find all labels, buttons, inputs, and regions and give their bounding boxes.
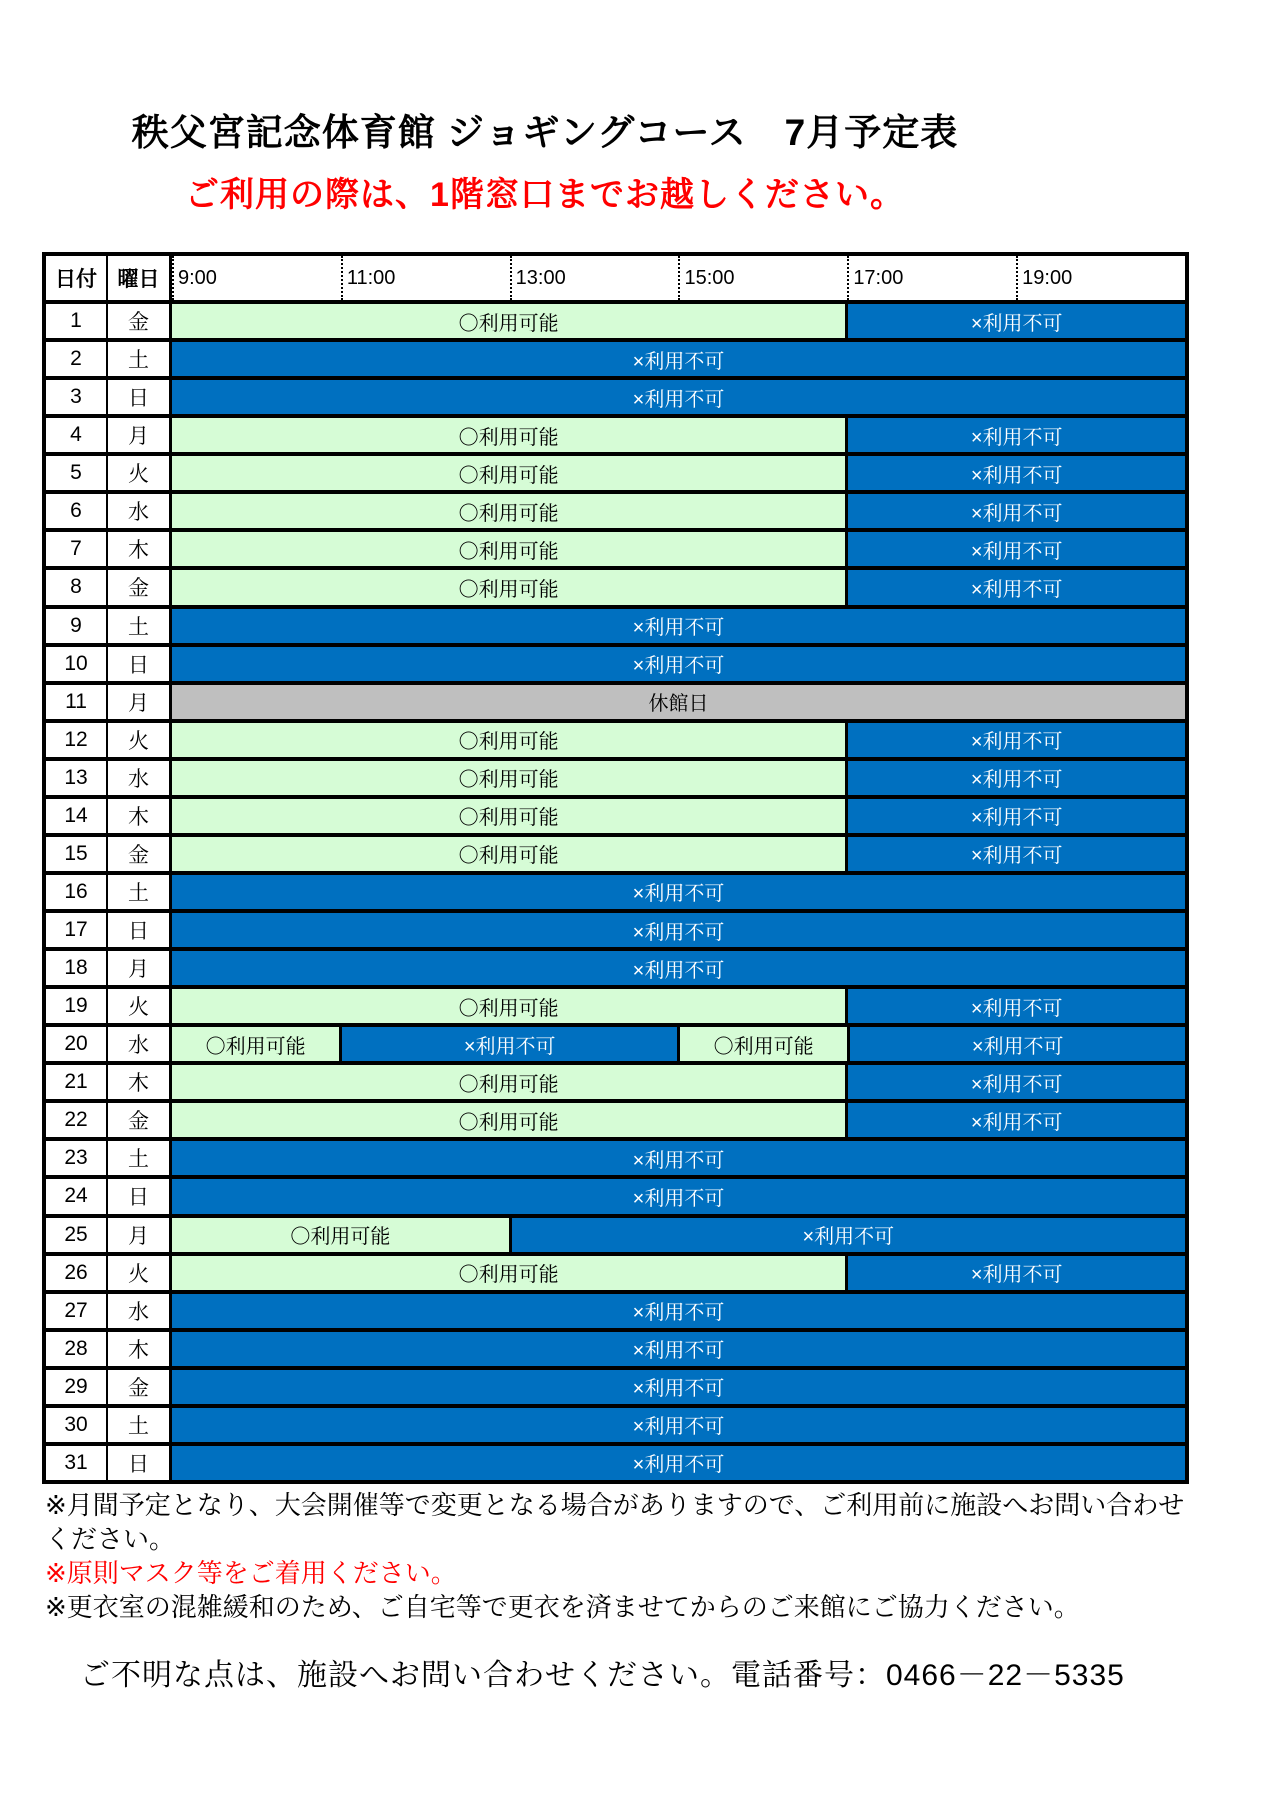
row-timeline — [172, 494, 1185, 528]
segment-avail: 〇利用可能 — [172, 1218, 509, 1252]
date-cell: 12 — [46, 723, 108, 757]
schedule-row — [46, 1099, 1185, 1137]
schedule-row — [46, 719, 1185, 757]
row-timeline — [172, 1446, 1185, 1480]
segment-avail: 〇利用可能 — [172, 1065, 845, 1099]
schedule-row — [46, 757, 1185, 795]
segment-unavail: ×利用不可 — [845, 532, 1185, 566]
segment-avail: 〇利用可能 — [172, 1256, 845, 1290]
schedule-row — [46, 1175, 1185, 1213]
weekday-cell: 金 — [108, 1370, 172, 1404]
date-cell: 20 — [46, 1027, 108, 1061]
schedule-row — [46, 833, 1185, 871]
weekday-cell: 土 — [108, 875, 172, 909]
weekday-cell: 金 — [108, 570, 172, 604]
schedule-row — [46, 643, 1185, 681]
row-timeline — [172, 418, 1185, 452]
date-cell: 13 — [46, 761, 108, 795]
weekday-cell: 月 — [108, 685, 172, 719]
schedule-row — [46, 795, 1185, 833]
weekday-cell: 金 — [108, 837, 172, 871]
date-cell: 15 — [46, 837, 108, 871]
row-timeline — [172, 1103, 1185, 1137]
row-timeline — [172, 1294, 1185, 1328]
segment-unavail: ×利用不可 — [172, 951, 1185, 985]
segment-unavail: ×利用不可 — [172, 380, 1185, 414]
segment-avail: 〇利用可能 — [172, 456, 845, 490]
schedule-row — [46, 300, 1185, 338]
date-cell: 10 — [46, 647, 108, 681]
schedule-row — [46, 490, 1185, 528]
table-header-row — [46, 256, 1185, 300]
schedule-row — [46, 376, 1185, 414]
segment-avail: 〇利用可能 — [172, 494, 845, 528]
weekday-cell: 日 — [108, 647, 172, 681]
schedule-table — [42, 252, 1189, 1484]
segment-unavail: ×利用不可 — [172, 342, 1185, 376]
row-timeline — [172, 913, 1185, 947]
segment-avail: 〇利用可能 — [172, 418, 845, 452]
weekday-cell: 土 — [108, 1408, 172, 1442]
schedule-row — [46, 338, 1185, 376]
time-label: 15:00 — [678, 256, 847, 300]
date-cell: 6 — [46, 494, 108, 528]
segment-unavail: ×利用不可 — [172, 1294, 1185, 1328]
weekday-cell: 土 — [108, 342, 172, 376]
row-timeline — [172, 609, 1185, 643]
date-cell: 25 — [46, 1218, 108, 1252]
row-timeline — [172, 342, 1185, 376]
date-cell: 4 — [46, 418, 108, 452]
weekday-cell: 火 — [108, 456, 172, 490]
segment-unavail: ×利用不可 — [172, 1141, 1185, 1175]
segment-avail: 〇利用可能 — [172, 761, 845, 795]
weekday-cell: 水 — [108, 1294, 172, 1328]
segment-unavail: ×利用不可 — [172, 609, 1185, 643]
date-cell: 29 — [46, 1370, 108, 1404]
date-cell: 7 — [46, 532, 108, 566]
schedule-row — [46, 1366, 1185, 1404]
schedule-row — [46, 1214, 1185, 1252]
contact-line: ご不明な点は、施設へお問い合わせください。電話番号：0466－22－5335 — [80, 1659, 1125, 1692]
segment-unavail: ×利用不可 — [847, 1027, 1185, 1061]
date-cell: 3 — [46, 380, 108, 414]
row-timeline — [172, 1065, 1185, 1099]
row-timeline — [172, 723, 1185, 757]
schedule-row — [46, 528, 1185, 566]
schedule-row — [46, 1023, 1185, 1061]
schedule-row — [46, 1061, 1185, 1099]
date-cell: 2 — [46, 342, 108, 376]
row-timeline — [172, 1408, 1185, 1442]
segment-unavail: ×利用不可 — [172, 1179, 1185, 1213]
row-timeline — [172, 1332, 1185, 1366]
segment-unavail: ×利用不可 — [845, 1103, 1185, 1137]
segment-avail: 〇利用可能 — [172, 1103, 845, 1137]
note-line: ※更衣室の混雑緩和のため、ご自宅等で更衣を済ませてからのご来館にご協力ください。 — [45, 1592, 1080, 1622]
segment-unavail: ×利用不可 — [172, 1370, 1185, 1404]
date-cell: 28 — [46, 1332, 108, 1366]
date-cell: 30 — [46, 1408, 108, 1442]
weekday-header-cell: 曜日 — [108, 256, 172, 300]
date-cell: 23 — [46, 1141, 108, 1175]
segment-avail: 〇利用可能 — [172, 837, 845, 871]
time-label: 17:00 — [847, 256, 1016, 300]
date-cell: 8 — [46, 570, 108, 604]
weekday-cell: 火 — [108, 723, 172, 757]
date-cell: 27 — [46, 1294, 108, 1328]
weekday-cell: 月 — [108, 1218, 172, 1252]
weekday-cell: 火 — [108, 989, 172, 1023]
segment-avail: 〇利用可能 — [172, 989, 845, 1023]
weekday-cell: 土 — [108, 609, 172, 643]
row-timeline — [172, 875, 1185, 909]
segment-unavail: ×利用不可 — [172, 1332, 1185, 1366]
schedule-row — [46, 1328, 1185, 1366]
weekday-cell: 日 — [108, 1446, 172, 1480]
segment-avail: 〇利用可能 — [172, 1027, 339, 1061]
date-header-cell: 日付 — [46, 256, 108, 300]
schedule-row — [46, 947, 1185, 985]
note-line: ※月間予定となり、大会開催等で変更となる場合がありますので、ご利用前に施設へお問い合わせください。 — [45, 1490, 1185, 1554]
time-header — [172, 256, 1185, 300]
weekday-cell: 月 — [108, 418, 172, 452]
row-timeline — [172, 1370, 1185, 1404]
page-title: 秩父宮記念体育館 ジョギングコース 7月予定表 — [131, 112, 959, 153]
note-line: ※原則マスク等をご着用ください。 — [45, 1558, 457, 1588]
date-cell: 17 — [46, 913, 108, 947]
date-cell: 21 — [46, 1065, 108, 1099]
weekday-cell: 水 — [108, 761, 172, 795]
segment-unavail: ×利用不可 — [845, 418, 1185, 452]
weekday-cell: 水 — [108, 1027, 172, 1061]
row-timeline — [172, 837, 1185, 871]
schedule-row — [46, 681, 1185, 719]
segment-unavail: ×利用不可 — [845, 1256, 1185, 1290]
time-label: 13:00 — [510, 256, 679, 300]
row-timeline — [172, 304, 1185, 338]
date-cell: 24 — [46, 1179, 108, 1213]
weekday-cell: 日 — [108, 380, 172, 414]
segment-unavail: ×利用不可 — [845, 1065, 1185, 1099]
weekday-cell: 火 — [108, 1256, 172, 1290]
date-cell: 31 — [46, 1446, 108, 1480]
date-cell: 22 — [46, 1103, 108, 1137]
segment-unavail: ×利用不可 — [845, 304, 1185, 338]
row-timeline — [172, 1218, 1185, 1252]
date-cell: 19 — [46, 989, 108, 1023]
date-cell: 5 — [46, 456, 108, 490]
weekday-cell: 水 — [108, 494, 172, 528]
segment-unavail: ×利用不可 — [845, 456, 1185, 490]
row-timeline — [172, 456, 1185, 490]
date-cell: 14 — [46, 799, 108, 833]
weekday-cell: 木 — [108, 799, 172, 833]
segment-unavail: ×利用不可 — [845, 723, 1185, 757]
weekday-cell: 月 — [108, 951, 172, 985]
time-label: 11:00 — [341, 256, 510, 300]
row-timeline — [172, 1141, 1185, 1175]
schedule-row — [46, 414, 1185, 452]
schedule-row — [46, 605, 1185, 643]
row-timeline — [172, 570, 1185, 604]
segment-avail: 〇利用可能 — [172, 532, 845, 566]
row-timeline — [172, 799, 1185, 833]
time-label: 9:00 — [172, 256, 341, 300]
schedule-row — [46, 1137, 1185, 1175]
schedule-row — [46, 1442, 1185, 1480]
date-cell: 16 — [46, 875, 108, 909]
segment-avail: 〇利用可能 — [172, 799, 845, 833]
weekday-cell: 木 — [108, 532, 172, 566]
date-cell: 11 — [46, 685, 108, 719]
segment-unavail: ×利用不可 — [339, 1027, 677, 1061]
row-timeline — [172, 1027, 1185, 1061]
segment-unavail: ×利用不可 — [172, 647, 1185, 681]
row-timeline — [172, 532, 1185, 566]
schedule-row — [46, 909, 1185, 947]
schedule-row — [46, 1290, 1185, 1328]
schedule-row — [46, 452, 1185, 490]
row-timeline — [172, 989, 1185, 1023]
date-cell: 1 — [46, 304, 108, 338]
schedule-row — [46, 1252, 1185, 1290]
segment-unavail: ×利用不可 — [172, 913, 1185, 947]
segment-avail: 〇利用可能 — [172, 723, 845, 757]
segment-unavail: ×利用不可 — [845, 799, 1185, 833]
row-timeline — [172, 1256, 1185, 1290]
segment-unavail: ×利用不可 — [509, 1218, 1185, 1252]
weekday-cell: 金 — [108, 1103, 172, 1137]
time-label: 19:00 — [1016, 256, 1185, 300]
row-timeline — [172, 761, 1185, 795]
segment-unavail: ×利用不可 — [845, 494, 1185, 528]
segment-unavail: ×利用不可 — [172, 875, 1185, 909]
weekday-cell: 金 — [108, 304, 172, 338]
segment-closed: 休館日 — [172, 685, 1185, 719]
date-cell: 18 — [46, 951, 108, 985]
date-cell: 9 — [46, 609, 108, 643]
segment-unavail: ×利用不可 — [845, 570, 1185, 604]
weekday-cell: 土 — [108, 1141, 172, 1175]
segment-unavail: ×利用不可 — [845, 989, 1185, 1023]
schedule-row — [46, 1404, 1185, 1442]
schedule-row — [46, 566, 1185, 604]
row-timeline — [172, 951, 1185, 985]
notes-section — [45, 1488, 1210, 1624]
schedule-row — [46, 871, 1185, 909]
segment-unavail: ×利用不可 — [845, 761, 1185, 795]
row-timeline — [172, 1179, 1185, 1213]
segment-unavail: ×利用不可 — [172, 1408, 1185, 1442]
segment-avail: 〇利用可能 — [172, 304, 845, 338]
weekday-cell: 日 — [108, 913, 172, 947]
row-timeline — [172, 685, 1185, 719]
segment-unavail: ×利用不可 — [845, 837, 1185, 871]
row-timeline — [172, 647, 1185, 681]
weekday-cell: 日 — [108, 1179, 172, 1213]
date-cell: 26 — [46, 1256, 108, 1290]
segment-avail: 〇利用可能 — [172, 570, 845, 604]
schedule-row — [46, 985, 1185, 1023]
weekday-cell: 木 — [108, 1065, 172, 1099]
row-timeline — [172, 380, 1185, 414]
weekday-cell: 木 — [108, 1332, 172, 1366]
schedule-rows — [46, 300, 1185, 1480]
notice-subtitle: ご利用の際は、1階窓口までお越しください。 — [185, 176, 905, 214]
segment-unavail: ×利用不可 — [172, 1446, 1185, 1480]
segment-avail: 〇利用可能 — [677, 1027, 847, 1061]
